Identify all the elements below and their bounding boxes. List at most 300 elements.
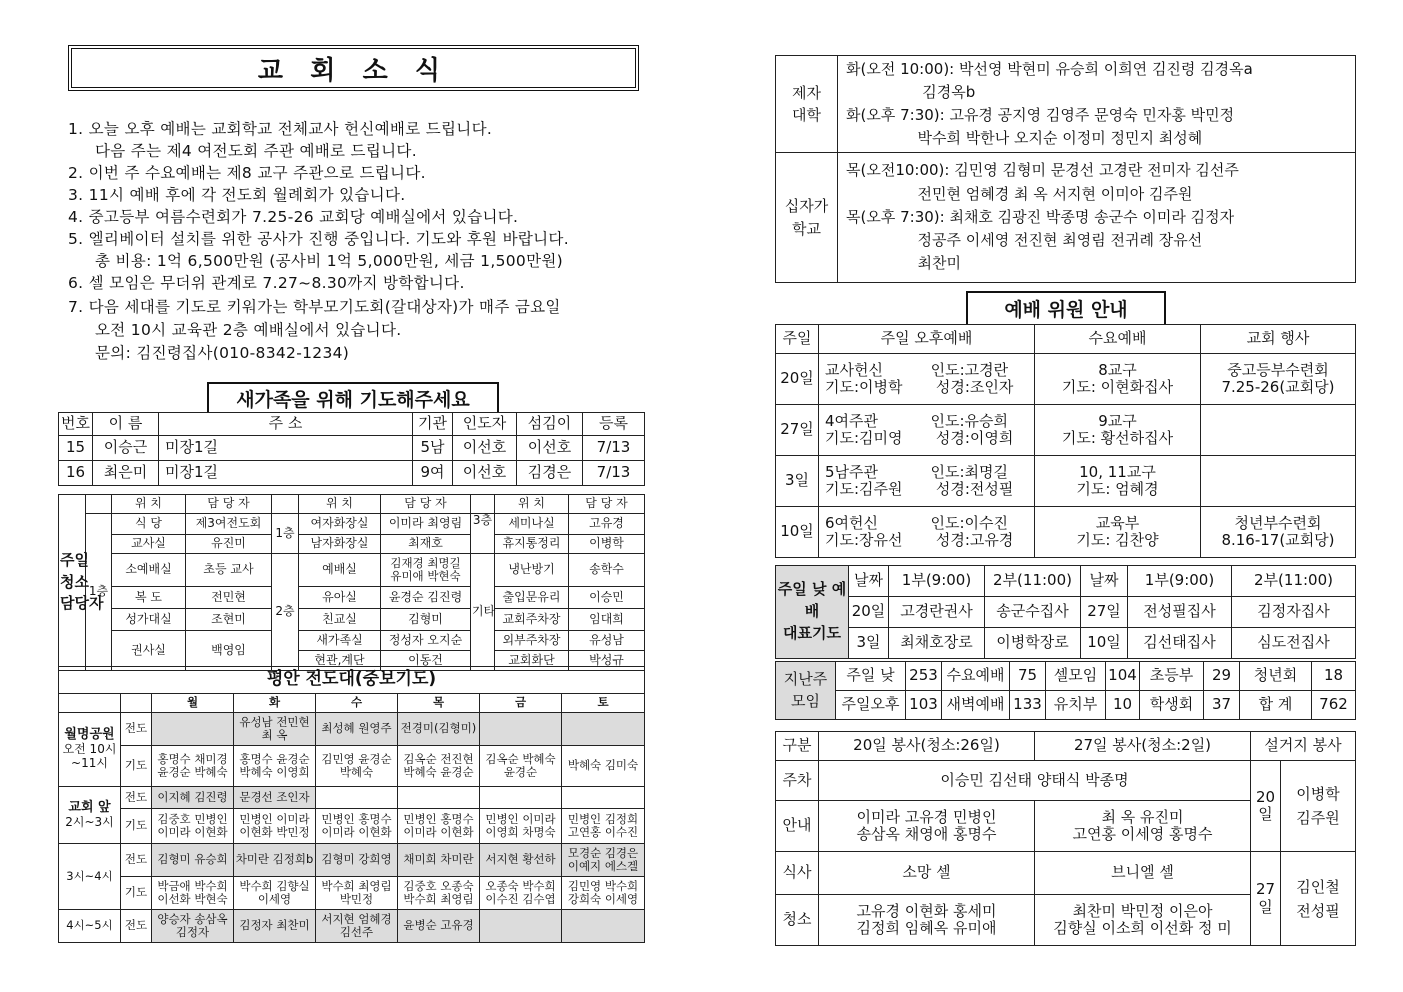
table-cell: 김경은 bbox=[517, 461, 583, 486]
cleaning-label-text: 주일 청소 담당자 bbox=[60, 550, 104, 613]
cell-line: 중고등부수련회 bbox=[1227, 360, 1329, 379]
day-header: 수 bbox=[316, 694, 398, 713]
row-type: 기도 bbox=[121, 746, 152, 787]
schedule-line: 전민현 엄혜경 최 옥 서지현 이미아 김주원 bbox=[846, 184, 1193, 203]
location-cell: 식 당 bbox=[112, 514, 186, 535]
table-cell: 미장1길 bbox=[159, 461, 413, 486]
news-line: 6. 셀 모임은 무더위 관계로 7.27~8.30까지 방학합니다. bbox=[68, 274, 465, 292]
news-line: 5. 엘리베이터 설치를 위한 공사가 진행 중입니다. 기도와 후원 바랍니다. bbox=[68, 230, 569, 248]
cell-line: 기도:장유선 성경:고유경 bbox=[825, 531, 1014, 549]
table-cell: 김선태집사 bbox=[1128, 628, 1232, 659]
cell-line: 9교구 bbox=[1098, 411, 1137, 430]
newfamily-title: 새가족을 위해 기도해주세요 bbox=[236, 388, 470, 411]
meeting-count: 29 bbox=[1204, 662, 1240, 691]
header-cell: 날짜 bbox=[1081, 566, 1128, 597]
cell-line: 송삼옥 채영애 홍명수 bbox=[856, 825, 997, 843]
floor-1b: 1층 bbox=[272, 514, 299, 554]
header-cell: 1부(9:00) bbox=[1128, 566, 1232, 597]
table-cell: 15 bbox=[59, 436, 93, 461]
service-table bbox=[775, 731, 1356, 946]
wed-cell bbox=[1035, 456, 1201, 507]
service-label: 안내 bbox=[776, 801, 819, 852]
day-cell: 27일 bbox=[776, 405, 819, 456]
cell-line: 4여주관 인도:유승희 bbox=[825, 411, 1008, 430]
location-cell: 권사실 bbox=[112, 631, 186, 671]
prayer-cell bbox=[480, 787, 562, 809]
meeting-name: 초등부 bbox=[1140, 662, 1204, 691]
table-row bbox=[59, 461, 645, 486]
disciple-table bbox=[775, 55, 1356, 283]
prayer-cell: 모경순 김경은 이예지 에스겔 bbox=[562, 844, 645, 877]
prayer-cell: 김중호 오종숙 박수희 최영림 bbox=[398, 877, 480, 910]
group-time: 3시~4시 bbox=[66, 868, 113, 883]
header-cell: 2부(11:00) bbox=[985, 566, 1081, 597]
group-time: 4시~5시 bbox=[66, 918, 113, 933]
row-type: 전도 bbox=[121, 910, 152, 943]
cell-line: 10, 11교구 bbox=[1079, 462, 1156, 481]
prayer-cell: 김옥순 박혜숙 윤경순 bbox=[480, 746, 562, 787]
table-row bbox=[776, 405, 1356, 456]
meeting-name: 합 계 bbox=[1240, 691, 1312, 720]
cell-line: 교사헌신 인도:고경란 bbox=[825, 360, 1009, 379]
location-cell: 여자화장실 bbox=[299, 514, 381, 535]
table-cell: 20일 bbox=[849, 597, 889, 628]
disciple-label: 제자 대학 bbox=[776, 56, 838, 153]
news-line: 3. 11시 예배 후에 각 전도회 월례회가 있습니다. bbox=[68, 186, 406, 204]
header-cell: 담 당 자 bbox=[381, 495, 471, 514]
meeting-count: 253 bbox=[906, 662, 942, 691]
schedule-line: 최찬미 bbox=[846, 254, 961, 273]
group-name: 월명공원 bbox=[64, 727, 115, 743]
prayer-cell: 박수희 김향실 이세영 bbox=[234, 877, 316, 910]
person-cell: 조현미 bbox=[186, 609, 272, 631]
location-cell: 세미나실 bbox=[495, 514, 569, 535]
location-cell: 교사실 bbox=[112, 535, 186, 554]
prayer-cell: 문경선 조인자 bbox=[234, 787, 316, 809]
cell-line: 6여헌신 인도:이수진 bbox=[825, 513, 1008, 532]
header-cell: 27일 봉사(청소:2일) bbox=[1035, 732, 1251, 761]
row-type: 전도 bbox=[121, 844, 152, 877]
day-header: 월 bbox=[152, 694, 234, 713]
header-cell: 20일 봉사(청소:26일) bbox=[819, 732, 1035, 761]
person-cell: 유성남 bbox=[569, 631, 645, 651]
schedule-line: 화(오후 7:30): 고유경 공지영 김영주 문영숙 민자홍 박민정 bbox=[846, 106, 1235, 124]
location-cell: 출입문유리 bbox=[495, 587, 569, 609]
news-title: 교 회 소 식 bbox=[257, 55, 450, 86]
dish-day: 20 일 bbox=[1251, 761, 1281, 852]
schedule-line: 화(오전 10:00): 박선영 박현미 유승희 이희연 김진령 김경옥a bbox=[846, 59, 1253, 78]
prayer-cell: 서지현 엄혜경 김선주 bbox=[316, 910, 398, 943]
rep-prayer-table bbox=[775, 565, 1356, 659]
service-cell bbox=[1035, 801, 1251, 852]
cell-line: 기도:김미영 성경:이영희 bbox=[825, 429, 1014, 447]
prayer-cell: 김옥순 전진현 박혜숙 윤경순 bbox=[398, 746, 480, 787]
person-cell: 이동건 bbox=[381, 651, 471, 671]
table-cell: 7/13 bbox=[583, 461, 645, 486]
header-cell: 섬김이 bbox=[517, 413, 583, 436]
dish-day: 27 일 bbox=[1251, 852, 1281, 946]
header-cell: 위 치 bbox=[299, 495, 381, 514]
wed-cell bbox=[1035, 405, 1201, 456]
prayer-cell: 양승자 송삼옥 김정자 bbox=[152, 910, 234, 943]
table-cell: 김정자집사 bbox=[1232, 597, 1356, 628]
header-cell: 1부(9:00) bbox=[889, 566, 985, 597]
group-label bbox=[59, 910, 121, 943]
news-line: 7. 다음 세대를 기도로 키워가는 학부모기도회(갈대상자)가 매주 금요일 bbox=[68, 298, 561, 316]
prayer-cell: 유성남 전민현 최 옥 bbox=[234, 713, 316, 746]
location-cell: 외부주차장 bbox=[495, 631, 569, 651]
group-label bbox=[59, 787, 121, 844]
meeting-name: 새벽예배 bbox=[942, 691, 1010, 720]
service-label: 청소 bbox=[776, 895, 819, 946]
prayer-cell bbox=[562, 787, 645, 809]
cell-line: 고유경 이현화 홍세미 bbox=[856, 901, 997, 920]
prayer-table bbox=[58, 666, 645, 943]
sunday-cell bbox=[819, 405, 1035, 456]
news-line: 총 비용: 1억 6,500만원 (공사비 1억 5,000만원, 세금 1,500만원) bbox=[95, 252, 564, 270]
person-cell: 고유경 bbox=[569, 514, 645, 535]
day-header: 금 bbox=[480, 694, 562, 713]
prayer-cell: 채미희 차미란 bbox=[398, 844, 480, 877]
prayer-cell bbox=[480, 910, 562, 943]
table-cell: 3일 bbox=[849, 628, 889, 659]
sunday-cell bbox=[819, 456, 1035, 507]
meeting-count: 37 bbox=[1204, 691, 1240, 720]
header-cell: 주일 오후예배 bbox=[819, 325, 1035, 354]
group-label bbox=[59, 844, 121, 910]
prayer-cell: 오종숙 박수희 이수진 김수엽 bbox=[480, 877, 562, 910]
table-cell: 고경란권사 bbox=[889, 597, 985, 628]
floor-3: 3층 bbox=[471, 514, 495, 554]
service-cell: 이승민 김선태 양태식 박종명 bbox=[819, 761, 1251, 801]
news-line: 다음 주는 제4 여전도회 주관 예배로 드립니다. bbox=[95, 142, 417, 160]
header-cell: 날짜 bbox=[849, 566, 889, 597]
cell-line: 기도: 김찬양 bbox=[1076, 531, 1159, 549]
disciple-schedule bbox=[838, 56, 1356, 153]
service-cell bbox=[819, 801, 1035, 852]
prayer-cell: 민병인 이미라 이영희 차명숙 bbox=[480, 809, 562, 844]
event-cell bbox=[1201, 354, 1356, 405]
group-time: 2시~3시 bbox=[65, 814, 114, 829]
group-time: 오전 10시~11시 bbox=[62, 742, 117, 770]
cell-line: 기도: 엄혜경 bbox=[1076, 480, 1159, 498]
day-cell: 10일 bbox=[776, 507, 819, 558]
person-cell: 송학수 bbox=[569, 554, 645, 587]
cleaning-table bbox=[58, 494, 645, 671]
table-cell: 이선호 bbox=[453, 436, 517, 461]
service-label: 주차 bbox=[776, 761, 819, 801]
header-cell: 주 소 bbox=[159, 413, 413, 436]
cell-line: 기도: 이현화집사 bbox=[1061, 378, 1174, 396]
dish-name: 김주원 bbox=[1296, 809, 1340, 827]
table-cell: 5남 bbox=[413, 436, 453, 461]
person-cell: 유진미 bbox=[186, 535, 272, 554]
prayer-cell: 최성혜 원영주 bbox=[316, 713, 398, 746]
newfamily-table bbox=[58, 412, 645, 486]
dish-name: 김인철 bbox=[1296, 877, 1340, 896]
cell-line: 기도:김주원 성경:전성필 bbox=[825, 480, 1014, 498]
meeting-count: 10 bbox=[1106, 691, 1140, 720]
row-type: 전도 bbox=[121, 713, 152, 746]
person-cell: 제3여전도회 bbox=[186, 514, 272, 535]
row-type: 기도 bbox=[121, 877, 152, 910]
table-cell: 최채호장로 bbox=[889, 628, 985, 659]
event-cell bbox=[1201, 456, 1356, 507]
table-row bbox=[776, 691, 1356, 720]
header-cell: 이 름 bbox=[93, 413, 159, 436]
meeting-name: 청년회 bbox=[1240, 662, 1312, 691]
prayer-cell: 홍명수 윤경순 박혜숙 이영희 bbox=[234, 746, 316, 787]
cell-line: 기도:이병학 성경:조인자 bbox=[825, 378, 1014, 396]
group-name: 교회 앞 bbox=[68, 799, 111, 815]
table-row bbox=[776, 852, 1356, 895]
cell-line: 고연홍 이세영 홍명수 bbox=[1072, 825, 1213, 843]
schedule-line: 정공주 이세영 전진현 최영림 전귀례 장유선 bbox=[846, 231, 1203, 250]
table-row bbox=[776, 456, 1356, 507]
service-cell bbox=[1035, 895, 1251, 946]
table-row bbox=[776, 597, 1356, 628]
location-cell: 소예배실 bbox=[112, 554, 186, 587]
prayer-cell bbox=[152, 713, 234, 746]
header-cell: 기관 bbox=[413, 413, 453, 436]
row-type: 전도 bbox=[121, 787, 152, 809]
cell-line: 5남주관 인도:최명길 bbox=[825, 462, 1008, 481]
person-cell: 이승민 bbox=[569, 587, 645, 609]
news-line: 오전 10시 교육관 2층 예배실에서 있습니다. bbox=[95, 321, 402, 339]
table-cell: 송군수집사 bbox=[985, 597, 1081, 628]
meeting-name: 유치부 bbox=[1046, 691, 1106, 720]
header-cell: 설거지 봉사 bbox=[1251, 732, 1356, 761]
prayer-cell: 김형미 유승희 bbox=[152, 844, 234, 877]
day-header: 화 bbox=[234, 694, 316, 713]
meeting-count: 104 bbox=[1106, 662, 1140, 691]
prayer-cell: 민병인 홍명수 이미라 이현화 bbox=[398, 809, 480, 844]
cell-line: 기도: 황선하집사 bbox=[1061, 429, 1174, 447]
day-header: 목 bbox=[398, 694, 480, 713]
group-label bbox=[59, 713, 121, 787]
header-cell: 인도자 bbox=[453, 413, 517, 436]
event-cell bbox=[1201, 405, 1356, 456]
person-cell: 박성규 bbox=[569, 651, 645, 671]
day-cell: 20일 bbox=[776, 354, 819, 405]
prayer-cell bbox=[562, 713, 645, 746]
news-line: 문의: 김진령집사(010-8342-1234) bbox=[95, 344, 350, 362]
location-cell: 복 도 bbox=[112, 587, 186, 609]
table-cell: 16 bbox=[59, 461, 93, 486]
attendance-table bbox=[775, 661, 1356, 720]
header-cell: 구분 bbox=[776, 732, 819, 761]
wed-cell bbox=[1035, 354, 1201, 405]
location-cell: 교회주차장 bbox=[495, 609, 569, 631]
location-cell: 예배실 bbox=[299, 554, 381, 587]
meeting-count: 762 bbox=[1312, 691, 1356, 720]
service-cell bbox=[819, 895, 1035, 946]
schedule-line: 목(오전10:00): 김민영 김형미 문경선 고경란 전미자 김선주 bbox=[846, 161, 1239, 180]
location-cell: 남자화장실 bbox=[299, 535, 381, 554]
header-cell: 담 당 자 bbox=[186, 495, 272, 514]
prayer-cell: 박혜숙 김미숙 bbox=[562, 746, 645, 787]
location-cell: 휴지통정리 bbox=[495, 535, 569, 554]
prayer-cell: 김정자 최찬미 bbox=[234, 910, 316, 943]
person-cell: 백영임 bbox=[186, 631, 272, 671]
location-cell: 교회화단 bbox=[495, 651, 569, 671]
cell-line: 김정희 임혜옥 유미애 bbox=[856, 919, 997, 937]
service-cell: 소망 셀 bbox=[819, 852, 1035, 895]
news-line: 1. 오늘 오후 예배는 교회학교 전체교사 헌신예배로 드립니다. bbox=[68, 120, 493, 138]
person-cell: 최재호 bbox=[381, 535, 471, 554]
disciple-schedule bbox=[838, 153, 1356, 283]
person-cell: 정성자 오지순 bbox=[381, 631, 471, 651]
prayer-cell: 김형미 강희영 bbox=[316, 844, 398, 877]
prayer-cell: 박금애 박수희 이선화 박현숙 bbox=[152, 877, 234, 910]
table-cell: 미장1길 bbox=[159, 436, 413, 461]
meeting-name: 셀모임 bbox=[1046, 662, 1106, 691]
meeting-name: 주일오후 bbox=[836, 691, 906, 720]
location-cell: 친교실 bbox=[299, 609, 381, 631]
prayer-title: 평안 전도대(중보기도) bbox=[59, 667, 645, 694]
table-row bbox=[776, 628, 1356, 659]
prayer-cell: 민병인 이미라 이현화 박민정 bbox=[234, 809, 316, 844]
table-cell: 27일 bbox=[1081, 597, 1128, 628]
header-cell: 위 치 bbox=[495, 495, 569, 514]
person-cell: 이병학 bbox=[569, 535, 645, 554]
row-type: 기도 bbox=[121, 809, 152, 844]
prayer-cell: 전경미(김형미) bbox=[398, 713, 480, 746]
cell-line: 8.16-17(교회당) bbox=[1221, 531, 1335, 549]
location-cell: 현관,계단 bbox=[299, 651, 381, 671]
sunday-cell bbox=[819, 507, 1035, 558]
prayer-cell: 윤병순 고유경 bbox=[398, 910, 480, 943]
prayer-cell bbox=[316, 787, 398, 809]
location-cell: 냉난방기 bbox=[495, 554, 569, 587]
prayer-cell: 차미란 김정희b bbox=[234, 844, 316, 877]
prayer-cell bbox=[480, 713, 562, 746]
table-cell: 이선호 bbox=[517, 436, 583, 461]
dish-names bbox=[1281, 852, 1356, 946]
header-cell: 교회 행사 bbox=[1201, 325, 1356, 354]
wed-cell bbox=[1035, 507, 1201, 558]
cell-line: 교육부 bbox=[1095, 513, 1140, 532]
prayer-cell: 민병인 김정희 고연홍 이수진 bbox=[562, 809, 645, 844]
header-cell: 번호 bbox=[59, 413, 93, 436]
meeting-count: 18 bbox=[1312, 662, 1356, 691]
header-cell: 담 당 자 bbox=[569, 495, 645, 514]
prayer-cell: 서지현 황선하 bbox=[480, 844, 562, 877]
day-cell: 3일 bbox=[776, 456, 819, 507]
dish-name: 전성필 bbox=[1296, 901, 1340, 920]
cell-line: 최 옥 유진미 bbox=[1101, 807, 1184, 826]
meeting-name: 수요예배 bbox=[942, 662, 1010, 691]
attendance-label: 지난주 모임 bbox=[776, 662, 836, 720]
header-cell: 수요예배 bbox=[1035, 325, 1201, 354]
cell-line: 7.25-26(교회당) bbox=[1221, 378, 1335, 396]
worship-table bbox=[775, 324, 1356, 558]
prayer-cell: 박수희 최영림 박민정 bbox=[316, 877, 398, 910]
person-cell: 임대희 bbox=[569, 609, 645, 631]
table-cell: 이승근 bbox=[93, 436, 159, 461]
table-cell: 심도전집사 bbox=[1232, 628, 1356, 659]
table-row bbox=[59, 436, 645, 461]
news-line: 2. 이번 주 수요예배는 제8 교구 주관으로 드립니다. bbox=[68, 164, 426, 182]
person-cell: 전민현 bbox=[186, 587, 272, 609]
meeting-name: 주일 낮 bbox=[836, 662, 906, 691]
header-cell: 2부(11:00) bbox=[1232, 566, 1356, 597]
table-cell: 이병학장로 bbox=[985, 628, 1081, 659]
person-cell: 윤경순 김진령 bbox=[381, 587, 471, 609]
newfamily-title-box bbox=[207, 382, 499, 412]
location-cell: 새가족실 bbox=[299, 631, 381, 651]
prayer-cell: 김중호 민병인 이미라 이현화 bbox=[152, 809, 234, 844]
meeting-count: 133 bbox=[1010, 691, 1046, 720]
news-title-box bbox=[68, 45, 639, 91]
person-cell: 이미라 최영림 bbox=[381, 514, 471, 535]
table-cell: 전성필집사 bbox=[1128, 597, 1232, 628]
disciple-label: 십자가 학교 bbox=[776, 153, 838, 283]
meeting-count: 75 bbox=[1010, 662, 1046, 691]
table-row bbox=[776, 354, 1356, 405]
schedule-line: 목(오후 7:30): 최채호 김광진 박종명 송군수 이미라 김정자 bbox=[846, 207, 1235, 226]
floor-etc: 기타 bbox=[471, 554, 495, 671]
location-cell: 유아실 bbox=[299, 587, 381, 609]
event-cell bbox=[1201, 507, 1356, 558]
floor-2: 2층 bbox=[272, 554, 299, 671]
meeting-count: 103 bbox=[906, 691, 942, 720]
table-row bbox=[776, 761, 1356, 801]
table-cell: 이선호 bbox=[453, 461, 517, 486]
prayer-cell: 홍명수 채미경 윤경순 박혜숙 bbox=[152, 746, 234, 787]
prayer-cell bbox=[562, 910, 645, 943]
table-cell: 최은미 bbox=[93, 461, 159, 486]
worship-title-box bbox=[966, 291, 1166, 324]
location-cell: 성가대실 bbox=[112, 609, 186, 631]
cell-line: 이미라 고유경 민병인 bbox=[856, 807, 997, 826]
news-line: 4. 중고등부 여름수련회가 7.25-26 교회당 예배실에서 있습니다. bbox=[68, 208, 519, 226]
prayer-cell: 이지혜 김진령 bbox=[152, 787, 234, 809]
worship-title: 예배 위원 안내 bbox=[1004, 299, 1128, 321]
service-cell: 브니엘 셀 bbox=[1035, 852, 1251, 895]
table-cell: 7/13 bbox=[583, 436, 645, 461]
table-cell: 10일 bbox=[1081, 628, 1128, 659]
cell-line: 8교구 bbox=[1098, 360, 1137, 379]
cell-line: 김향실 이소희 이선화 정 미 bbox=[1053, 919, 1232, 937]
person-cell: 김형미 bbox=[381, 609, 471, 631]
schedule-line: 김경옥b bbox=[846, 82, 976, 101]
day-header: 토 bbox=[562, 694, 645, 713]
cell-line: 청년부수련회 bbox=[1234, 513, 1322, 532]
schedule-line: 박수희 박한나 오지순 이정미 정민지 최성혜 bbox=[846, 129, 1203, 148]
header-cell: 위 치 bbox=[112, 495, 186, 514]
prayer-cell bbox=[398, 787, 480, 809]
person-cell: 김재경 최명길 유미애 박현숙 bbox=[381, 554, 471, 587]
person-cell: 초등 교사 bbox=[186, 554, 272, 587]
table-cell: 9여 bbox=[413, 461, 453, 486]
header-cell: 등록 bbox=[583, 413, 645, 436]
meeting-name: 학생회 bbox=[1140, 691, 1204, 720]
table-row bbox=[776, 507, 1356, 558]
cell-line: 최찬미 박민정 이은아 bbox=[1072, 901, 1213, 920]
prayer-cell: 민병인 홍명수 이미라 이현화 bbox=[316, 809, 398, 844]
rep-prayer-label: 주일 낮 예 배 대표기도 bbox=[776, 566, 849, 659]
dish-name: 이병학 bbox=[1296, 785, 1340, 803]
prayer-cell: 김민영 윤경순 박혜숙 bbox=[316, 746, 398, 787]
prayer-cell: 김민영 박수희 강희숙 이세영 bbox=[562, 877, 645, 910]
sunday-cell bbox=[819, 354, 1035, 405]
service-label: 식사 bbox=[776, 852, 819, 895]
header-cell: 주일 bbox=[776, 325, 819, 354]
dish-names bbox=[1281, 761, 1356, 852]
table-row bbox=[776, 662, 1356, 691]
floor-1: 1층 bbox=[86, 514, 112, 671]
